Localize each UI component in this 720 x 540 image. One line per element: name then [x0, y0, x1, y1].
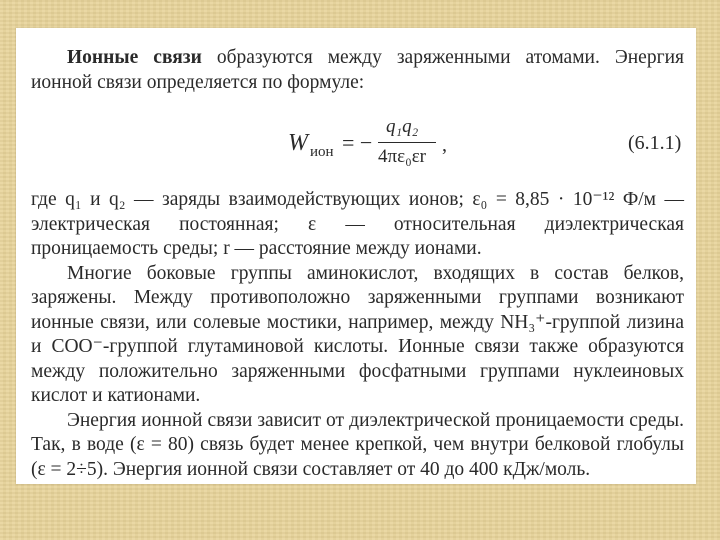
- formula-equals: = −: [342, 130, 373, 155]
- intro-rest: образуются между заряженными атомами. Энергия ионной связи определяется по формуле:: [31, 47, 684, 93]
- equation-number: (6.1.1): [628, 132, 682, 154]
- formula-comma: ,: [442, 134, 447, 156]
- paragraph-side-groups: Многие боковые группы аминокислот, входящих в состав белков, заряжены. Между противоположно заряженными группами возникают ионные связи, или солевые мостики, например, между NH₃⁺-группой лизина и COO⁻-группой глутаминовой кислоты. Ионные связи также образуются между положительно заряженными фосфатными группами нуклеиновых кислот и катионами.: [31, 262, 684, 406]
- formula-denominator: 4πε₀εr: [378, 146, 427, 167]
- formula-lhs-symbol: W: [288, 130, 308, 156]
- paragraph-intro: [31, 46, 684, 95]
- paragraph-where: где q₁ и q₂ — заряды взаимодействующих ионов; ε₀ = 8,85 · 10⁻¹² Ф/м — электрическая постоянная; ε — относительная диэлектрическая проницаемость среды; r — расстояние между ионами.: [31, 189, 684, 259]
- fraction-bar: [378, 142, 436, 143]
- formula-block: [16, 110, 696, 180]
- formula-numerator: q₁q₂: [386, 116, 419, 137]
- term-ionic-bonds: Ионные связи: [67, 47, 202, 68]
- paragraph-energy: Энергия ионной связи зависит от диэлектрической проницаемости среды. Так, в воде (ε = 80) связь будет менее крепкой, чем внутри белковой глобулы (ε = 2÷5). Энергия ионной связи составляет от 40 до 400 кДж/моль.: [31, 409, 684, 480]
- intro-text: [31, 46, 684, 95]
- formula-lhs-subscript: ион: [310, 144, 334, 160]
- body-text: [31, 188, 684, 482]
- document-page: [16, 28, 696, 484]
